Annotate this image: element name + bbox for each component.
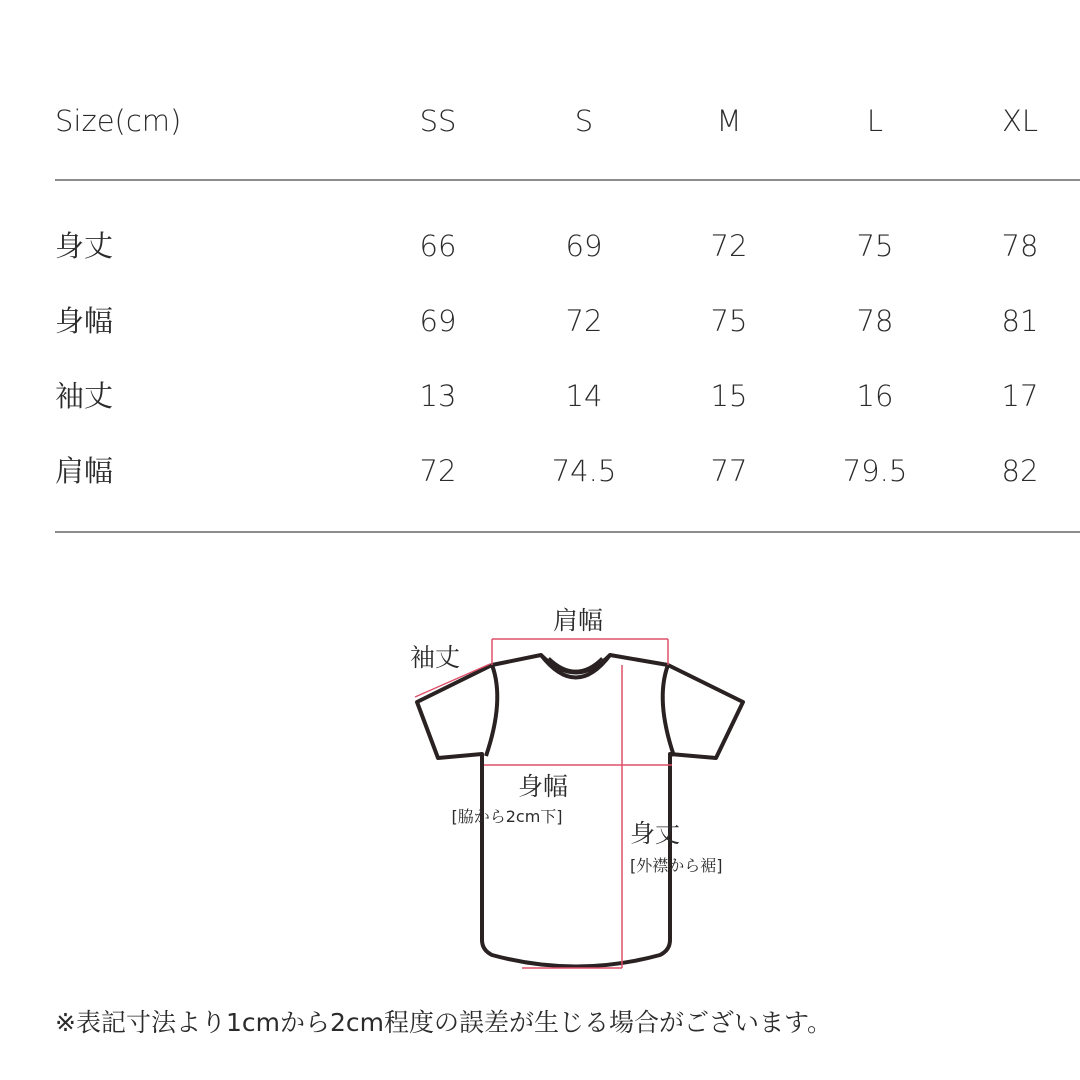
row-label-sleeve-length: 袖丈	[55, 379, 114, 413]
table-cell: 75	[856, 229, 894, 263]
table-cell: 81	[1001, 304, 1039, 338]
row-label-body-length: 身丈	[55, 229, 114, 263]
table-cell: 77	[710, 454, 748, 488]
table-cell: 15	[710, 379, 748, 413]
table-cell: 14	[565, 379, 603, 413]
body-width-label: 身幅	[517, 772, 569, 801]
body-length-label: 身丈	[630, 819, 681, 848]
table-cell: 82	[1001, 454, 1039, 488]
table-cell: 75	[710, 304, 748, 338]
table-cell: 78	[1001, 229, 1039, 263]
table-cell: 79.5	[842, 454, 908, 488]
row-label-shoulder-width: 肩幅	[55, 454, 114, 488]
shoulder-width-label: 肩幅	[552, 606, 604, 635]
table-cell: 72	[565, 304, 603, 338]
table-cell: 17	[1001, 379, 1039, 413]
table-cell: 78	[856, 304, 894, 338]
body-length-note: [外襟から裾]	[630, 856, 723, 875]
header-size-xl: XL	[1001, 104, 1039, 138]
header-label: Size(cm)	[55, 104, 182, 138]
sleeve-length-label: 袖丈	[410, 643, 461, 672]
table-cell: 13	[419, 379, 457, 413]
row-label-body-width: 身幅	[55, 304, 114, 338]
header-size-l: L	[866, 104, 884, 138]
table-cell: 72	[419, 454, 457, 488]
table-cell: 72	[710, 229, 748, 263]
table-cell: 74.5	[551, 454, 617, 488]
table-cell: 16	[856, 379, 894, 413]
body-width-note: [脇から2cm下]	[451, 807, 563, 826]
header-size-m: M	[716, 104, 742, 138]
table-cell: 69	[419, 304, 457, 338]
header-size-s: S	[574, 104, 594, 138]
measurement-disclaimer: ※表記寸法より1cmから2cm程度の誤差が生じる場合がございます。	[55, 1008, 832, 1037]
table-cell: 66	[419, 229, 457, 263]
table-cell: 69	[565, 229, 603, 263]
header-size-ss: SS	[419, 104, 457, 138]
